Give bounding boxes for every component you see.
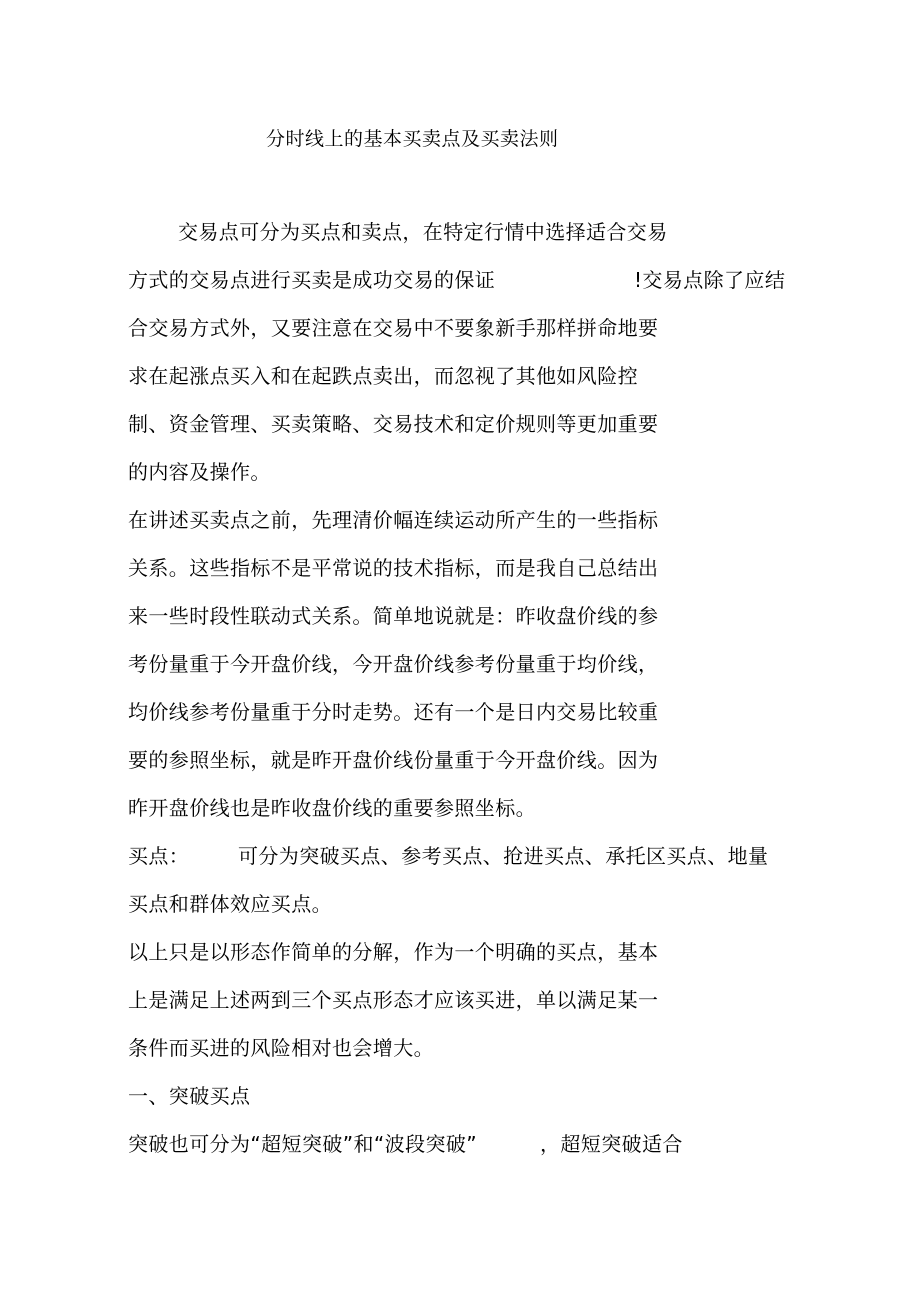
paragraph-line: 求在起涨点买入和在起跌点卖出，而忽视了其他如风险控	[128, 364, 638, 388]
paragraph-line: 上是满足上述两到三个买点形态才应该买进，单以满足某一	[128, 988, 659, 1012]
paragraph-line: 在讲述买卖点之前，先理清价幅连续运动所产生的一些指标	[128, 508, 659, 532]
paragraph-line: ，超短突破适合	[540, 1132, 683, 1156]
paragraph-line: 的内容及操作。	[128, 460, 271, 484]
section-heading: 一、突破买点	[128, 1084, 251, 1108]
paragraph-line: 交易点可分为买点和卖点，在特定行情中选择适合交易	[178, 220, 668, 244]
paragraph-line: 关系。这些指标不是平常说的技术指标，而是我自己总结出	[128, 556, 659, 580]
paragraph-line: 制、资金管理、买卖策略、交易技术和定价规则等更加重要	[128, 412, 659, 436]
paragraph-line: 合交易方式外，又要注意在交易中不要象新手那样拼命地要	[128, 316, 659, 340]
paragraph-line: 可分为突破买点、参考买点、抢进买点、承托区买点、地量	[238, 844, 769, 868]
paragraph-line: !交易点除了应结	[634, 268, 786, 292]
paragraph-line: 买点和群体效应买点。	[128, 892, 332, 916]
paragraph-line: 条件而买进的风险相对也会增大。	[128, 1036, 434, 1060]
paragraph-line: 以上只是以形态作简单的分解，作为一个明确的买点，基本	[128, 940, 659, 964]
document-title: 分时线上的基本买卖点及买卖法则	[266, 128, 559, 150]
paragraph-line: 突破也可分为“超短突破”和“波段突破”	[128, 1132, 478, 1156]
paragraph-line: 考份量重于今开盘价线，今开盘价线参考份量重于均价线，	[128, 652, 659, 676]
paragraph-line: 方式的交易点进行买卖是成功交易的保证	[128, 268, 496, 292]
paragraph-line: 要的参照坐标，就是昨开盘价线份量重于今开盘价线。因为	[128, 748, 659, 772]
paragraph-line: 昨开盘价线也是昨收盘价线的重要参照坐标。	[128, 796, 536, 820]
buy-point-label: 买点：	[128, 844, 190, 868]
paragraph-line: 均价线参考份量重于分时走势。还有一个是日内交易比较重	[128, 700, 659, 724]
paragraph-line: 来一些时段性联动式关系。简单地说就是：昨收盘价线的参	[128, 604, 659, 628]
